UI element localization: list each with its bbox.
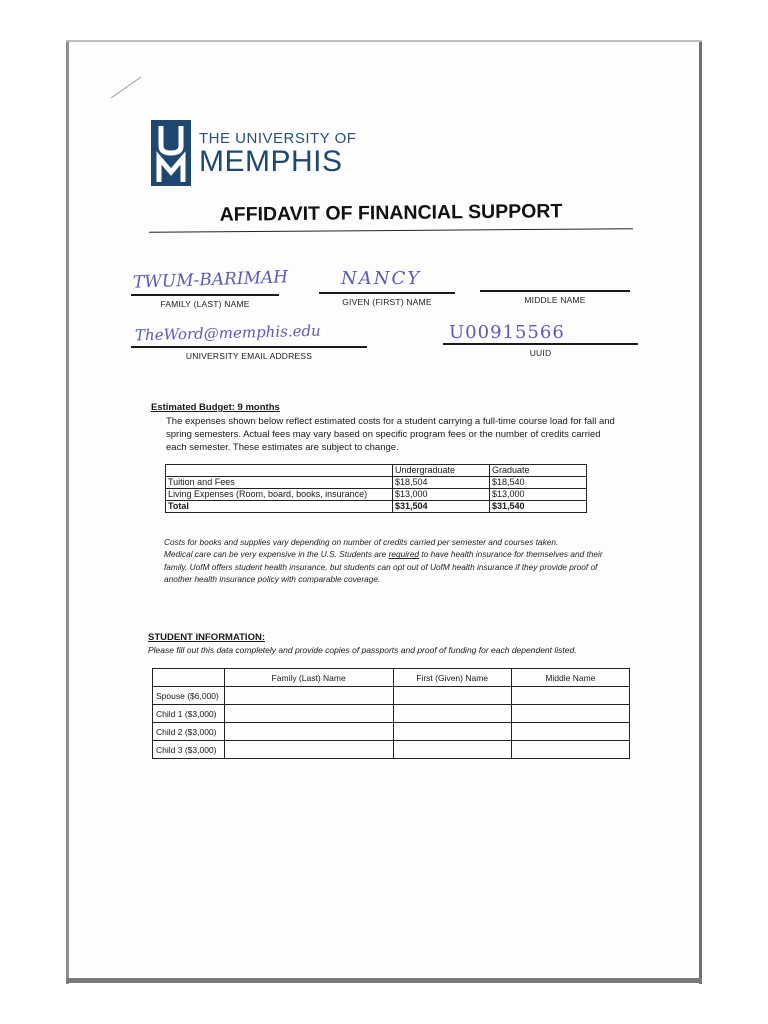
given-name-field[interactable] [319, 292, 455, 307]
given-name-value: NANCY [341, 268, 422, 289]
table-cell-input[interactable] [511, 687, 629, 705]
student-info-section [148, 632, 628, 655]
table-row [166, 477, 587, 489]
scan-edge-bottom [66, 978, 702, 983]
budget-heading: Estimated Budget: 9 months [151, 402, 280, 413]
university-logo [151, 120, 356, 186]
table-cell: $18,540 [490, 477, 587, 489]
student-info-heading: STUDENT INFORMATION: [148, 632, 265, 643]
email-field[interactable] [131, 346, 367, 361]
costs-header-undergraduate: Undergraduate [393, 465, 490, 477]
scan-edge-right [699, 40, 702, 984]
family-name-field[interactable] [131, 294, 279, 309]
dependent-label: Child 2 ($3,000) [153, 723, 225, 741]
budget-notes [164, 536, 614, 585]
given-name-caption: GIVEN (FIRST) NAME [342, 296, 432, 307]
table-cell: $18,504 [393, 477, 490, 489]
table-cell-input[interactable] [393, 741, 511, 759]
table-row [153, 723, 630, 741]
table-cell-input[interactable] [393, 723, 511, 741]
table-cell: Tuition and Fees [166, 477, 393, 489]
uuid-field[interactable] [443, 343, 638, 358]
dependents-table [152, 668, 630, 759]
table-cell: Living Expenses (Room, board, books, insurance) [166, 489, 393, 501]
table-cell: $13,000 [490, 489, 587, 501]
middle-name-field[interactable] [480, 290, 630, 305]
dependents-table-header [153, 669, 630, 687]
table-cell: Total [166, 501, 393, 513]
table-cell-input[interactable] [224, 723, 393, 741]
table-row [153, 741, 630, 759]
notes-text: to have health insurance for themselves and their family. UofM offers student health insurance, but students can opt out of UofM health insurance if they provide proof of another health insurance policy with comparable coverage. [164, 549, 603, 584]
table-cell: $31,504 [393, 501, 490, 513]
table-cell-input[interactable] [511, 741, 629, 759]
dependent-label: Child 1 ($3,000) [153, 705, 225, 723]
table-cell-input[interactable] [224, 705, 393, 723]
dependent-label: Child 3 ($3,000) [153, 741, 225, 759]
dependents-header-blank [153, 669, 225, 687]
table-cell-input[interactable] [393, 687, 511, 705]
table-row [153, 687, 630, 705]
dependent-label: Spouse ($6,000) [153, 687, 225, 705]
table-cell-input[interactable] [224, 687, 393, 705]
notes-text: Medical care can be very expensive in the U.S. Students are [164, 549, 389, 560]
table-cell-input[interactable] [511, 705, 629, 723]
costs-table [165, 464, 587, 513]
table-row [166, 489, 587, 501]
family-name-caption: FAMILY (LAST) NAME [160, 298, 250, 309]
notes-line-2 [164, 548, 614, 585]
table-row-total [166, 501, 587, 513]
dependents-header-family-name: Family (Last) Name [224, 669, 393, 687]
document-page [69, 42, 699, 978]
costs-header-graduate: Graduate [490, 465, 587, 477]
table-cell: $13,000 [393, 489, 490, 501]
budget-description: The expenses shown below reflect estimated costs for a student carrying a full-time course load for fall and spring semesters. Actual fees may vary based on specific program fees or the number of credits carried each semester. These estimates are subject to change. [166, 416, 615, 453]
notes-emphasis: required [388, 549, 420, 560]
dependents-header-first-name: First (Given) Name [393, 669, 511, 687]
logo-line-2: MEMPHIS [199, 145, 343, 178]
notes-line-1: Costs for books and supplies vary depending on number of credits carried per semester and courses taken. [164, 537, 559, 547]
costs-table-header [166, 465, 587, 477]
dependents-header-middle-name: Middle Name [511, 669, 629, 687]
document-title: AFFIDAVIT OF FINANCIAL SUPPORT [219, 200, 563, 226]
email-caption: UNIVERSITY EMAIL ADDRESS [185, 350, 313, 361]
table-cell-input[interactable] [224, 741, 393, 759]
table-cell-input[interactable] [511, 723, 629, 741]
logo-line-1: THE UNIVERSITY OF [199, 130, 357, 147]
title-divider [149, 228, 633, 232]
budget-section [151, 402, 621, 454]
uuid-value: U00915566 [449, 322, 565, 343]
table-cell-input[interactable] [393, 705, 511, 723]
uuid-caption: UUID [529, 347, 552, 358]
family-name-value: TWUM-BARIMAH [132, 267, 289, 293]
student-info-instructions: Please fill out this data completely and provide copies of passports and proof of funding for each dependent listed. [148, 645, 577, 655]
pencil-mark [109, 74, 145, 100]
table-row [153, 705, 630, 723]
email-value: TheWord@memphis.edu [134, 321, 321, 345]
table-cell: $31,540 [490, 501, 587, 513]
middle-name-caption: MIDDLE NAME [524, 294, 586, 305]
costs-header-blank [166, 465, 393, 477]
um-logo-mark [151, 120, 191, 186]
